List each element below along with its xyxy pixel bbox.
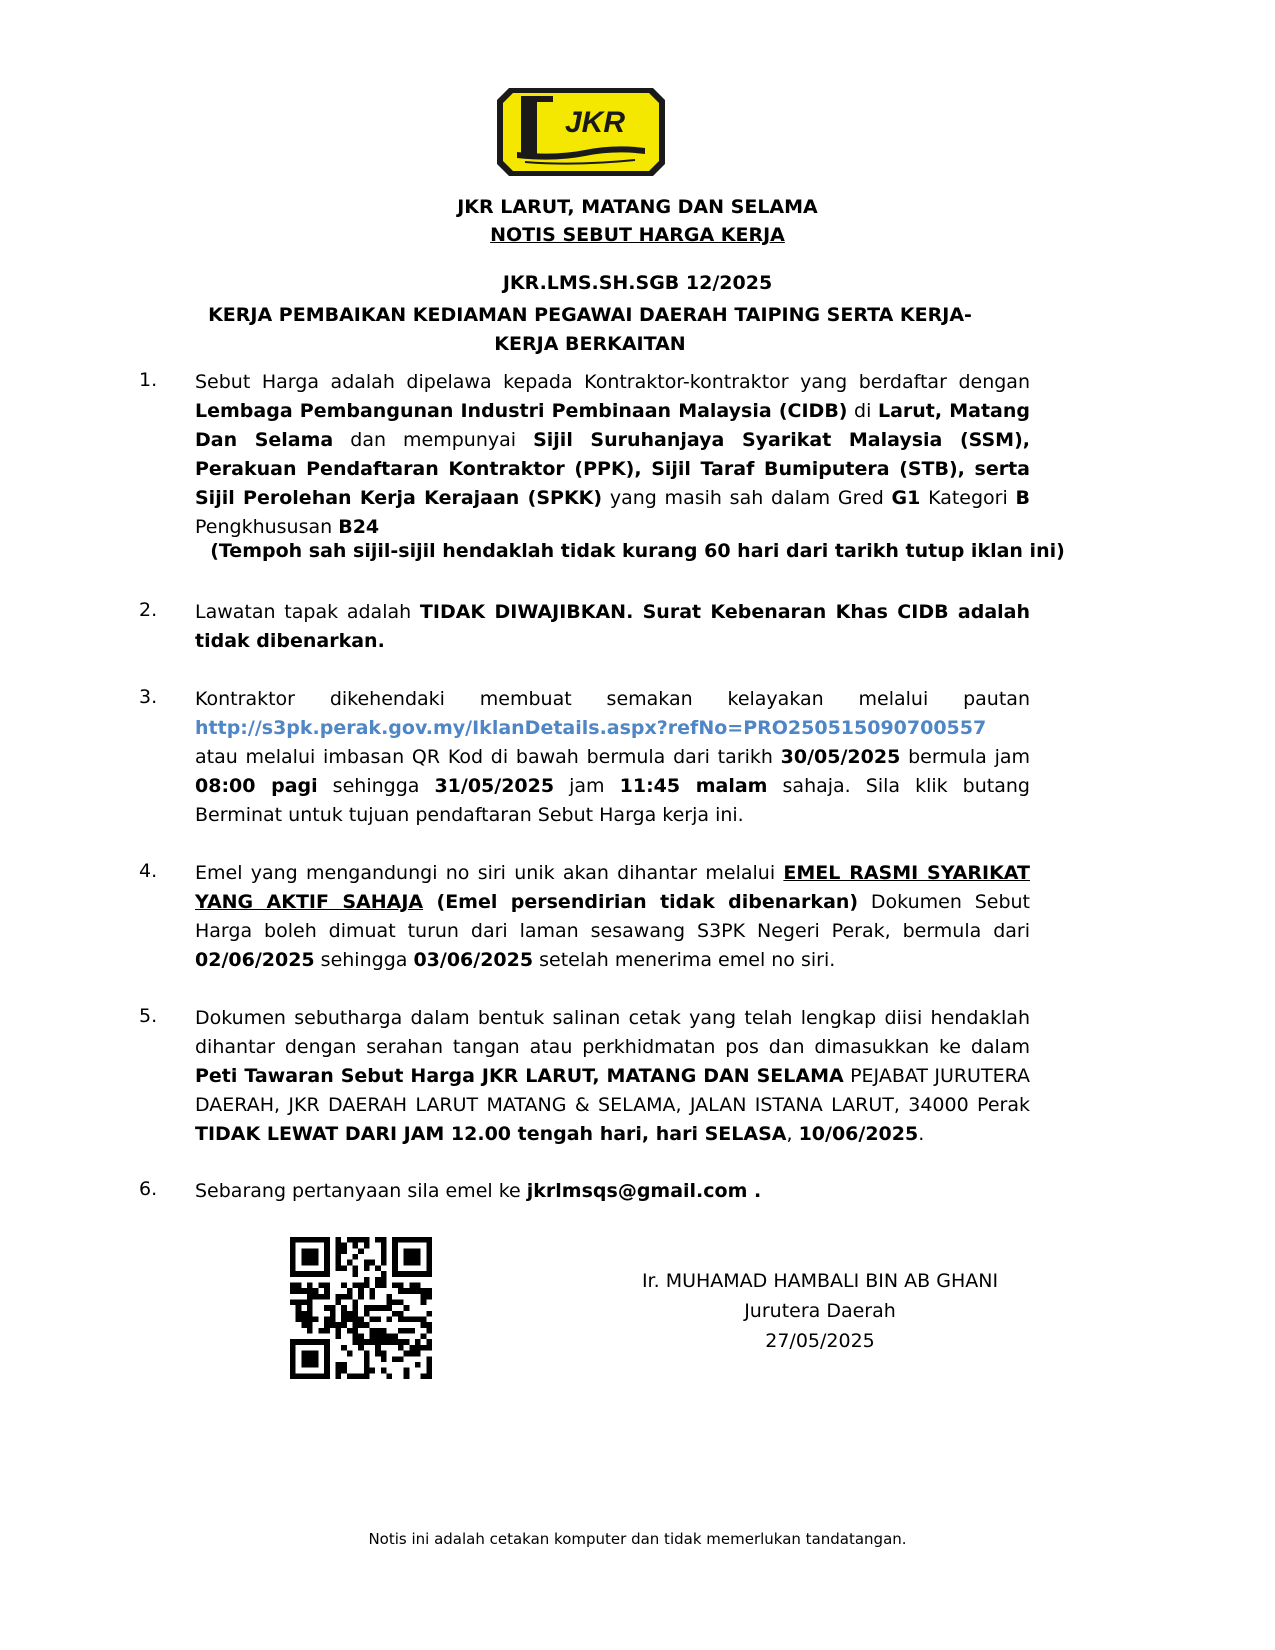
text-run: yang masih sah dalam Gred [602,487,892,509]
text-run: Lawatan tapak adalah [195,601,420,623]
email-address: jkrlmsqs@gmail.com . [526,1180,762,1202]
item-4-text [195,859,1030,975]
text-run: sehingga [317,775,435,797]
bold-run: Larut, Matang Dan Selama [195,400,1030,451]
text-run: atau melalui imbasan QR Kod di bawah bermula dari tarikh [195,746,781,768]
notice-title: NOTIS SEBUT HARGA KERJA [490,224,785,246]
bold-run: B [1015,487,1030,509]
reference-number: JKR.LMS.SH.SGB 12/2025 [502,272,773,294]
jkr-logo [495,82,667,182]
item-number: 3. [139,686,158,708]
text-run: jam [554,775,620,797]
text-run: Pengkhususan [195,516,339,538]
text-run: Dokumen Sebut Harga boleh dimuat turun dari laman sesawang S3PK Negeri Perak, bermula dari [195,891,1030,942]
item-3-text [195,685,1030,830]
validity-note: (Tempoh sah sijil-sijil hendaklah tidak kurang 60 hari dari tarikh tutup iklan ini) [210,540,1065,562]
office-name: JKR LARUT, MATANG DAN SELAMA [457,196,818,218]
s3pk-link[interactable]: http://s3pk.perak.gov.my/IklanDetails.aspx?refNo=PRO250515090700557 [195,717,987,739]
bold-run: B24 [338,516,380,538]
bold-run: G1 [891,487,921,509]
text-run: bermula jam [900,746,1030,768]
bold-run: (Emel persendirian tidak dibenarkan) [423,891,859,913]
logo-text: JKR [564,106,626,139]
bold-run: Lembaga Pembangunan Industri Pembinaan Malaysia (CIDB) [195,400,848,422]
bold-run: 31/05/2025 [434,775,555,797]
bold-run: Peti Tawaran Sebut Harga JKR LARUT, MATANG DAN SELAMA [195,1065,844,1087]
item-6-text [195,1177,1030,1206]
bold-run: TIDAK DIWAJIBKAN. Surat Kebenaran Khas CIDB adalah tidak dibenarkan. [195,601,1030,652]
bold-run: 11:45 malam [619,775,768,797]
underlined-bold-run: EMEL RASMI SYARIKAT YANG AKTIF SAHAJA [195,862,1030,913]
item-2-text [195,598,1030,656]
bold-run: TIDAK LEWAT DARI JAM 12.00 tengah hari, hari SELASA [195,1123,787,1145]
qr-code-icon[interactable] [290,1237,432,1379]
bold-run: 03/06/2025 [413,949,534,971]
item-number: 4. [139,860,158,882]
text-run: sahaja. Sila klik butang Berminat untuk tujuan pendaftaran Sebut Harga kerja ini. [195,775,1030,826]
item-number: 1. [139,369,158,391]
text-run: PEJABAT JURUTERA DAERAH, JKR DAERAH LARUT MATANG & SELAMA, JALAN ISTANA LARUT, 34000 Perak [195,1065,1031,1116]
text-run: . [918,1123,925,1145]
bold-run: 02/06/2025 [195,949,315,971]
text-run: setelah menerima emel no siri. [533,949,836,971]
item-number: 5. [139,1005,158,1027]
text-run: , [786,1123,799,1145]
text-run: Sebut Harga adalah dipelawa kepada Kontraktor-kontraktor yang berdaftar dengan [195,371,1030,393]
item-5-text [195,1004,1030,1149]
signature-block [610,1266,1030,1356]
text-run: Kategori [920,487,1016,509]
text-run: Sebarang pertanyaan sila emel ke [195,1180,527,1202]
text-run: sehingga [314,949,414,971]
bold-run: Sijil Suruhanjaya Syarikat Malaysia (SSM), Perakuan Pendaftaran Kontraktor (PPK), Sijil Taraf Bumiputera (STB), serta Sijil Perolehan Kerja Kerajaan (SPKK) [195,429,1030,509]
signatory-name: Ir. MUHAMAD HAMBALI BIN AB GHANI [641,1270,999,1292]
bold-run: 30/05/2025 [780,746,901,768]
text-run: Emel yang mengandungi no siri unik akan dihantar melalui [195,862,784,884]
footer-note: Notis ini adalah cetakan komputer dan tidak memerlukan tandatangan. [368,1530,907,1548]
text-run: Kontraktor dikehendaki membuat semakan kelayakan melalui pautan [195,688,1030,710]
text-run: Dokumen sebutharga dalam bentuk salinan cetak yang telah lengkap diisi hendaklah dihantar dengan serahan tangan atau perkhidmatan pos dan dimasukkan ke dalam [195,1007,1030,1058]
work-title: KERJA PEMBAIKAN KEDIAMAN PEGAWAI DAERAH TAIPING SERTA KERJA-KERJA BERKAITAN [208,304,972,355]
text-run: dan mempunyai [333,429,534,451]
item-number: 2. [139,599,158,621]
item-1-text [195,368,1030,542]
bold-run: 08:00 pagi [195,775,318,797]
text-run: di [847,400,878,422]
signatory-position: Jurutera Daerah [744,1300,896,1322]
item-number: 6. [139,1178,158,1200]
signature-date: 27/05/2025 [765,1330,875,1352]
bold-run: 10/06/2025 [798,1123,919,1145]
